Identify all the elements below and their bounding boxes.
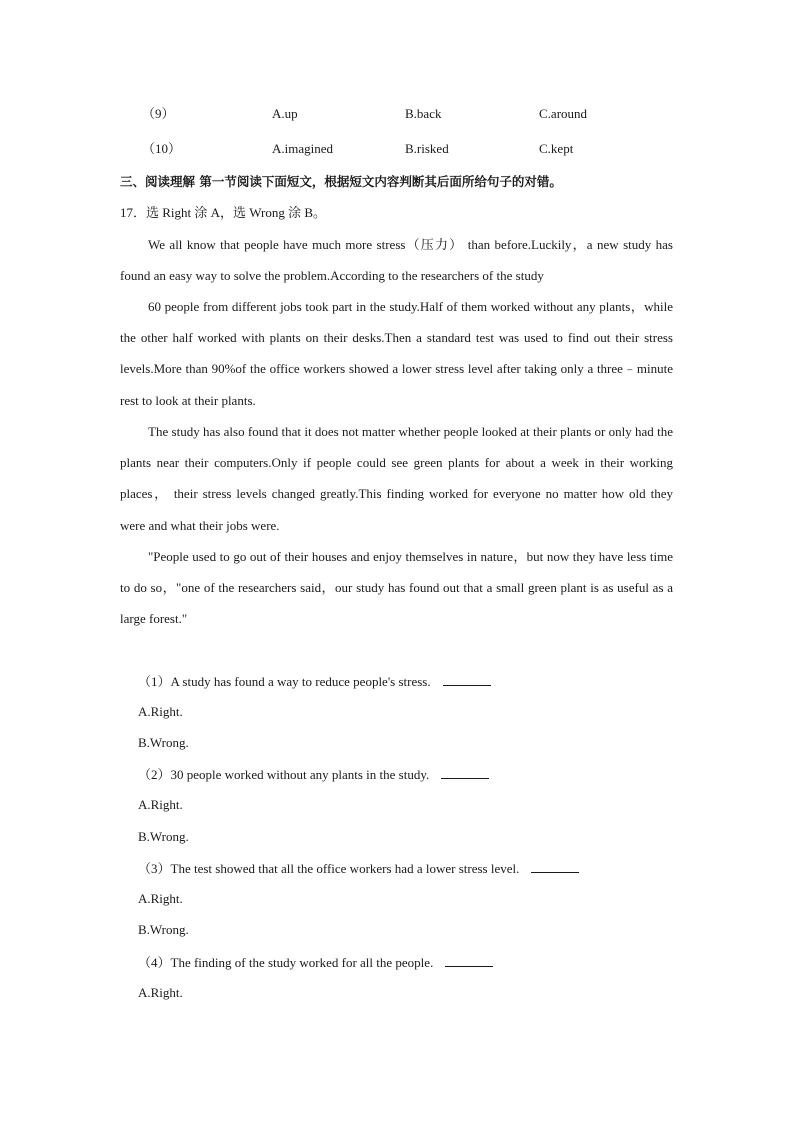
- passage-paragraph-2: 60 people from different jobs took part in the study.Half of them worked without any plants，while the other half worked with plants on their desks.Then a standard test was used to find out their stress levels.More than 90%of the office workers showed a lower stress level after taking only a three﹣minute rest to look at their plants.: [120, 299, 673, 408]
- cloze-option-a: A.imagined: [272, 141, 334, 156]
- passage-paragraph-4: "People used to go out of their houses and enjoy themselves in nature，but now they have less time to do so，"one of the researchers said，our study has found out that a small green plant is as useful as a large forest.": [120, 549, 673, 627]
- question-3: [138, 858, 579, 879]
- question-1: [138, 671, 491, 692]
- question-stem: （4）The finding of the study worked for all the people.: [138, 955, 434, 970]
- answer-blank[interactable]: [443, 671, 491, 686]
- section-heading: 三、阅读理解 第一节阅读下面短文，根据短文内容判断其后面所给句子的对错。: [120, 174, 562, 189]
- question-stem: （2）30 people worked without any plants in the study.: [138, 767, 430, 782]
- question-4: [138, 952, 493, 973]
- answer-blank[interactable]: [441, 764, 489, 779]
- cloze-option-c: C.kept: [539, 141, 574, 156]
- passage-paragraph-1: We all know that people have much more stress（压力） than before.Luckily，a new study has found an easy way to solve the problem.According to the researchers of the study: [120, 237, 673, 284]
- cloze-option-b: B.back: [405, 106, 442, 121]
- question-stem: （3）The test showed that all the office workers had a lower stress level.: [138, 861, 520, 876]
- answer-option[interactable]: A.Right.: [138, 891, 183, 906]
- answer-option[interactable]: B.Wrong.: [138, 735, 189, 750]
- answer-option[interactable]: A.Right.: [138, 797, 183, 812]
- cloze-option-a: A.up: [272, 106, 298, 121]
- question-stem: （1）A study has found a way to reduce people's stress.: [138, 674, 431, 689]
- question-2: [138, 764, 489, 785]
- answer-option[interactable]: A.Right.: [138, 704, 183, 719]
- cloze-option-row-9: [0, 104, 794, 124]
- answer-blank[interactable]: [531, 858, 579, 873]
- passage-paragraph-3: The study has also found that it does not matter whether people looked at their plants or only had the plants near their computers.Only if people could see green plants for about a week in their working places， their stress levels changed greatly.This finding worked for everyone no matter how old they were and what their jobs were.: [120, 424, 673, 533]
- answer-blank[interactable]: [445, 952, 493, 967]
- cloze-option-row-10: [0, 139, 794, 159]
- answer-option[interactable]: A.Right.: [138, 985, 183, 1000]
- cloze-option-b: B.risked: [405, 141, 449, 156]
- question-intro: 17．选 Right 涂 A，选 Wrong 涂 B。: [120, 205, 327, 220]
- cloze-option-c: C.around: [539, 106, 588, 121]
- answer-option[interactable]: B.Wrong.: [138, 829, 189, 844]
- cloze-number: （9）: [142, 106, 175, 121]
- cloze-number: （10）: [142, 141, 182, 156]
- answer-option[interactable]: B.Wrong.: [138, 922, 189, 937]
